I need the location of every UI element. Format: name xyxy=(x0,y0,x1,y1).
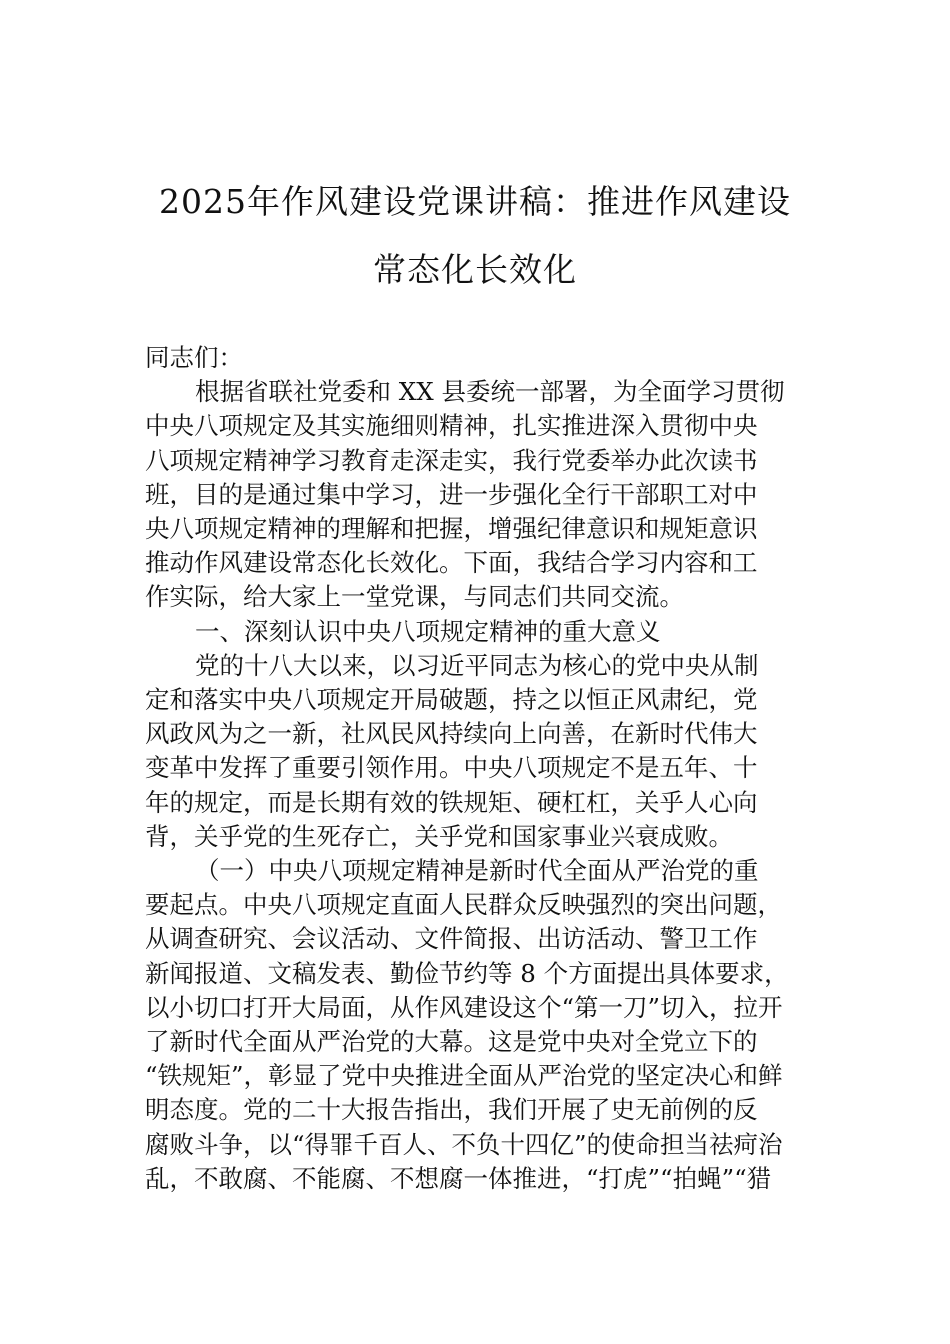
text-line: 根据省联社党委和 XX 县委统一部署，为全面学习贯彻 xyxy=(195,377,785,407)
paragraph-intro xyxy=(145,375,805,614)
text-line: 作实际，给大家上一堂党课，与同志们共同交流。 xyxy=(145,582,684,612)
text-line: 背，关乎党的生死存亡，关乎党和国家事业兴衰成败。 xyxy=(145,821,733,851)
title-line-1: 2025年作风建设党课讲稿：推进作风建设 xyxy=(159,182,791,221)
text-line: 从调查研究、会议活动、文件简报、出访活动、警卫工作 xyxy=(145,924,758,954)
heading-line: 一、深刻认识中央八项规定精神的重大意义 xyxy=(195,616,661,646)
text-line: 八项规定精神学习教育走深走实，我行党委举办此次读书 xyxy=(145,445,758,475)
text-line: 班，目的是通过集中学习，进一步强化全行干部职工对中 xyxy=(145,479,758,509)
paragraph-significance xyxy=(145,649,805,854)
text-line: 定和落实中央八项规定开局破题，持之以恒正风肃纪，党 xyxy=(145,685,758,715)
text-line: 乱，不敢腐、不能腐、不想腐一体推进，“打虎”“拍蝇”“猎 xyxy=(145,1163,772,1193)
text-line: 央八项规定精神的理解和把握，增强纪律意识和规矩意识 xyxy=(145,514,758,544)
text-line: 党的十八大以来，以习近平同志为核心的党中央从制 xyxy=(195,650,759,680)
text-line: 推动作风建设常态化长效化。下面，我结合学习内容和工 xyxy=(145,548,758,578)
document-body xyxy=(145,341,805,1196)
text-line: 腐败斗争，以“得罪千百人、不负十四亿”的使命担当祛疴治 xyxy=(145,1129,783,1159)
text-line: 了新时代全面从严治党的大幕。这是党中央对全党立下的 xyxy=(145,1027,758,1057)
text-line: 中央八项规定及其实施细则精神，扎实推进深入贯彻中央 xyxy=(145,411,758,441)
text-line: 新闻报道、文稿发表、勤俭节约等 8 个方面提出具体要求， xyxy=(145,958,789,988)
text-line: （一）中央八项规定精神是新时代全面从严治党的重 xyxy=(195,856,759,886)
document-title xyxy=(120,168,830,304)
paragraph-subsection-1 xyxy=(145,854,805,1196)
text-line: “铁规矩”，彰显了党中央推进全面从严治党的坚定决心和鲜 xyxy=(145,1061,783,1091)
text-line: 年的规定，而是长期有效的铁规矩、硬杠杠，关乎人心向 xyxy=(145,787,758,817)
section-heading-1 xyxy=(145,615,805,649)
text-line: 以小切口打开大局面，从作风建设这个“第一刀”切入，拉开 xyxy=(145,992,783,1022)
text-line: 要起点。中央八项规定直面人民群众反映强烈的突出问题， xyxy=(145,890,782,920)
text-line: 变革中发挥了重要引领作用。中央八项规定不是五年、十 xyxy=(145,753,758,783)
title-line-2: 常态化长效化 xyxy=(373,250,577,289)
text-line: 风政风为之一新，社风民风持续向上向善，在新时代伟大 xyxy=(145,719,758,749)
salutation: 同志们： xyxy=(145,343,243,372)
text-line: 明态度。党的二十大报告指出，我们开展了史无前例的反 xyxy=(145,1095,758,1125)
